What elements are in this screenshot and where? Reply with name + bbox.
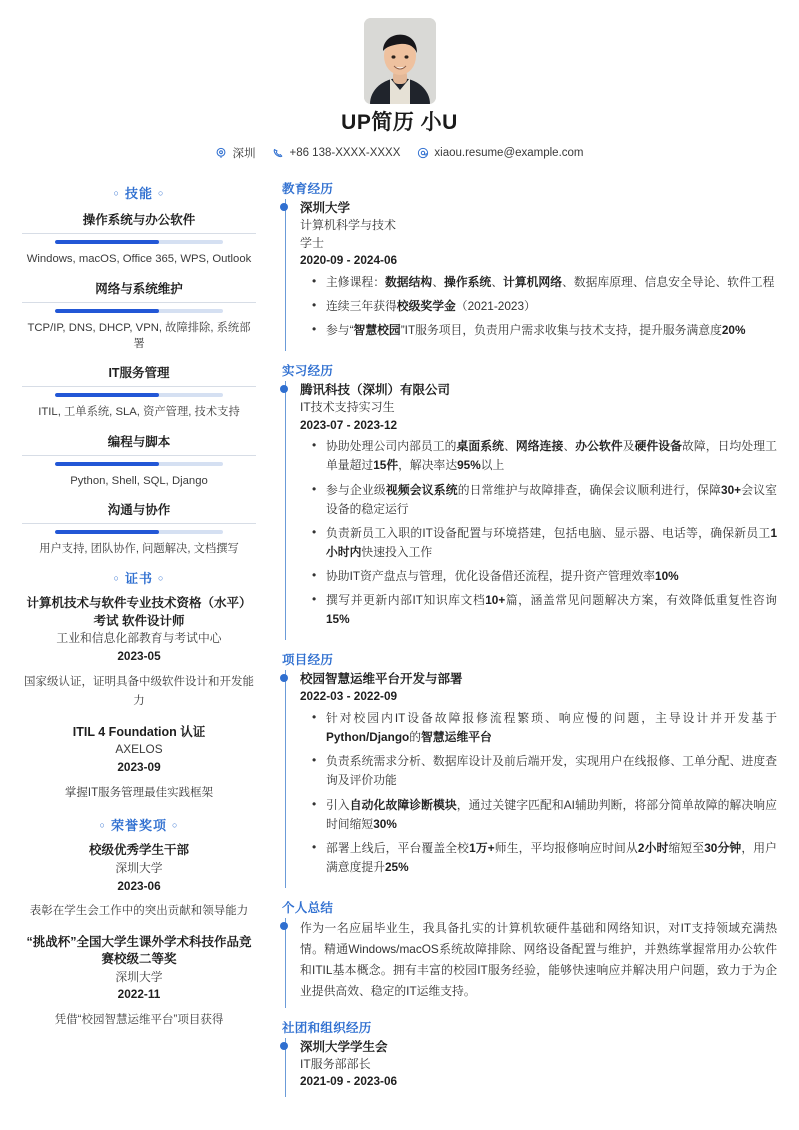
certificate-date: 2023-09: [117, 760, 161, 775]
entry-date: 2021-09 - 2023-06: [300, 1074, 398, 1089]
section-title-summary: 个人总结: [282, 900, 334, 915]
award-org: 深圳大学: [115, 969, 163, 984]
skill-name: 沟通与协作: [22, 500, 256, 524]
projects-timeline: [285, 670, 777, 888]
timeline-dot: [280, 1042, 288, 1050]
entry-bullets: [300, 437, 777, 629]
skill-block: [22, 210, 256, 267]
skill-block: [22, 500, 256, 557]
entry-date: 2022-03 - 2022-09: [300, 689, 398, 704]
certificate-date: 2023-05: [117, 649, 161, 664]
bullet-item: • 参与“智慧校园”IT服务项目，负责用户需求收集与技术支持，提升服务满意度20%: [326, 321, 777, 340]
contact-email-text: xiaou.resume@example.com: [434, 147, 584, 160]
skill-progress-bar: [55, 393, 223, 397]
skill-progress-fill: [55, 240, 159, 244]
page-title: UP简历 小U: [341, 111, 458, 134]
skill-name: 编程与脚本: [22, 432, 256, 456]
decoration-circle-left: ○: [113, 188, 120, 199]
certificate-title: ITIL 4 Foundation 认证: [72, 724, 206, 739]
certificate-desc: 掌握IT服务管理最佳实践框架: [64, 786, 214, 799]
certificates-list: [22, 595, 256, 803]
skill-block: [22, 432, 256, 489]
award-desc: 凭借“校园智慧运维平台”项目获得: [54, 1014, 224, 1027]
certificate-org: 工业和信息化部教育与考试中心: [56, 631, 222, 646]
bullet-item: • 负责系统需求分析、数据库设计及前后端开发，实现用户在线报修、工单分配、进度查询及评价功能: [326, 752, 777, 790]
location-pin-icon: [215, 147, 227, 159]
decoration-circle-left: ○: [99, 820, 106, 831]
skill-progress-fill: [55, 462, 159, 466]
bullet-item: • 撰写并更新内部IT知识库文档10+篇，涵盖常见问题解决方案，有效降低重复性咨询15%: [326, 591, 777, 629]
certificate-desc: 国家级认证，证明具备中级软件设计和开发能力: [24, 675, 254, 708]
bullet-item: • 主修课程：数据结构、操作系统、计算机网络、数据库原理、信息安全导论、软件工程: [326, 273, 777, 292]
decoration-circle-right: ○: [158, 573, 165, 584]
skill-name: 网络与系统维护: [22, 279, 256, 303]
avatar-photo-icon: [364, 18, 436, 104]
skill-block: [22, 279, 256, 353]
skill-items: ITIL, 工单系统, SLA, 资产管理, 技术支持: [38, 406, 240, 419]
entry-degree: 学士: [300, 235, 325, 250]
bullet-item: • 协助IT资产盘点与管理，优化设备借还流程，提升资产管理效率10%: [326, 567, 777, 586]
bullet-item: • 协助处理公司内部员工的桌面系统、网络连接、办公软件及硬件设备故障，日均处理工单量超过15件，解决率达95%以上: [326, 437, 777, 475]
contact-location-text: 深圳: [232, 148, 256, 161]
skill-progress-bar: [55, 462, 223, 466]
skill-items: TCP/IP, DNS, DHCP, VPN, 故障排除, 系统部署: [27, 321, 251, 350]
bullet-item: • 部署上线后，平台覆盖全校1万+师生，平均报修响应时间从2小时缩短至30分钟，用户满意度提升25%: [326, 839, 777, 877]
bullet-item: • 负责新员工入职的IT设备配置与环境搭建，包括电脑、显示器、电话等，确保新员工1小时内快速投入工作: [326, 524, 777, 562]
contact-location: [215, 145, 255, 161]
timeline-entry: [300, 199, 777, 351]
summary-entry: [300, 918, 777, 1008]
skill-progress-fill: [55, 530, 159, 534]
section-projects: [282, 650, 777, 888]
contact-phone: [272, 147, 400, 159]
contact-row: [22, 145, 777, 161]
skill-progress-fill: [55, 309, 159, 313]
main-column: [272, 179, 777, 1107]
certificate-org: AXELOS: [115, 742, 163, 757]
award: [22, 842, 256, 921]
sidebar-section-certs-title: [22, 568, 256, 587]
section-title-internship: 实习经历: [282, 364, 334, 379]
skill-progress-fill: [55, 393, 159, 397]
skills-list: [22, 210, 256, 557]
entry-title: 深圳大学学生会: [300, 1039, 388, 1054]
skill-items: Windows, macOS, Office 365, WPS, Outlook: [26, 253, 252, 266]
section-title-education: 教育经历: [282, 182, 334, 197]
internship-timeline: [285, 381, 777, 640]
entry-date: 2020-09 - 2024-06: [300, 253, 398, 268]
skill-name: IT服务管理: [22, 363, 256, 387]
entry-bullets: [300, 709, 777, 877]
skill-progress-bar: [55, 530, 223, 534]
section-title-clubs: 社团和组织经历: [282, 1020, 372, 1035]
section-clubs: [282, 1018, 777, 1097]
certificate: [22, 724, 256, 803]
sidebar: [22, 179, 272, 1042]
skills-title-text: 技能: [124, 186, 153, 202]
bullet-item: • 针对校园内IT设备故障报修流程繁琐、响应慢的问题，主导设计并开发基于Python/Django的智慧运维平台: [326, 709, 777, 747]
timeline-dot: [280, 922, 288, 930]
education-timeline: [285, 199, 777, 351]
certs-title-text: 证书: [124, 571, 153, 587]
bullet-item: • 参与企业级视频会议系统的日常维护与故障排查，确保会议顺利进行，保障30+会议室设备的稳定运行: [326, 481, 777, 519]
award-title: “挑战杯”全国大学生课外学术科技作品竞赛校级二等奖: [26, 934, 252, 967]
entry-subtitle: 计算机科学与技术: [300, 218, 397, 233]
contact-phone-text: +86 138-XXXX-XXXX: [289, 147, 401, 160]
timeline-entry: [300, 670, 777, 888]
clubs-timeline: [285, 1038, 777, 1097]
timeline-dot: [280, 203, 288, 211]
timeline-dot: [280, 385, 288, 393]
entry-title: 深圳大学: [300, 201, 351, 216]
certificate-title: 计算机技术与软件专业技术资格（水平）考试 软件设计师: [26, 596, 252, 628]
decoration-circle-right: ○: [158, 188, 165, 199]
award-title: 校级优秀学生干部: [88, 843, 189, 858]
award: [22, 934, 256, 1031]
section-summary: [282, 898, 777, 1008]
entry-bullets: [300, 273, 777, 340]
skill-block: [22, 363, 256, 420]
timeline-dot: [280, 674, 288, 682]
bullet-item: • 连续三年获得校级奖学金（2021-2023）: [326, 297, 777, 316]
award-date: 2023-06: [117, 878, 161, 893]
entry-title: 校园智慧运维平台开发与部署: [300, 672, 463, 687]
skill-items: 用户支持, 团队协作, 问题解决, 文档撰写: [39, 543, 239, 556]
entry-date: 2023-07 - 2023-12: [300, 417, 398, 432]
entry-title: 腾讯科技（深圳）有限公司: [300, 383, 451, 398]
section-internship: [282, 361, 777, 640]
sidebar-section-awards-title: [22, 815, 256, 834]
certificate: [22, 595, 256, 711]
award-org: 深圳大学: [115, 860, 163, 875]
skill-progress-bar: [55, 240, 223, 244]
skill-items: Python, Shell, SQL, Django: [70, 474, 208, 487]
award-desc: 表彰在学生会工作中的突出贡献和领导能力: [29, 905, 249, 918]
summary-text: 作为一名应届毕业生，我具备扎实的计算机软硬件基础和网络知识，对IT支持领域充满热情。精通Windows/macOS系统故障排除、网络设备配置与维护，并熟练掌握常用办公软件和ITIL基本概念。拥有丰富的校园IT服务经验，能够快速响应并解决用户问题，致力于为企业提供高效、稳定的IT运维支持。: [300, 920, 777, 998]
section-title-projects: 项目经历: [282, 653, 334, 668]
timeline-entry: [300, 1038, 777, 1097]
contact-email: [417, 147, 583, 159]
award-date: 2022-11: [117, 987, 161, 1002]
decoration-circle-right: ○: [172, 820, 179, 831]
email-icon: [417, 147, 429, 159]
sidebar-section-skills-title: [22, 183, 256, 202]
summary-timeline: [285, 918, 777, 1008]
avatar: [364, 18, 436, 104]
timeline-entry: [300, 381, 777, 640]
phone-icon: [272, 147, 284, 159]
section-education: [282, 179, 777, 351]
resume-body: [22, 179, 777, 1107]
awards-title-text: 荣誉奖项: [110, 818, 167, 834]
skill-progress-bar: [55, 309, 223, 313]
bullet-item: • 引入自动化故障诊断模块，通过关键字匹配和AI辅助判断，将部分简单故障的解决响应时间缩短30%: [326, 796, 777, 834]
resume-header: [22, 18, 777, 167]
entry-subtitle: IT技术支持实习生: [300, 400, 395, 415]
skill-name: 操作系统与办公软件: [22, 210, 256, 234]
decoration-circle-left: ○: [113, 573, 120, 584]
entry-subtitle: IT服务部部长: [300, 1057, 371, 1072]
awards-list: [22, 842, 256, 1030]
